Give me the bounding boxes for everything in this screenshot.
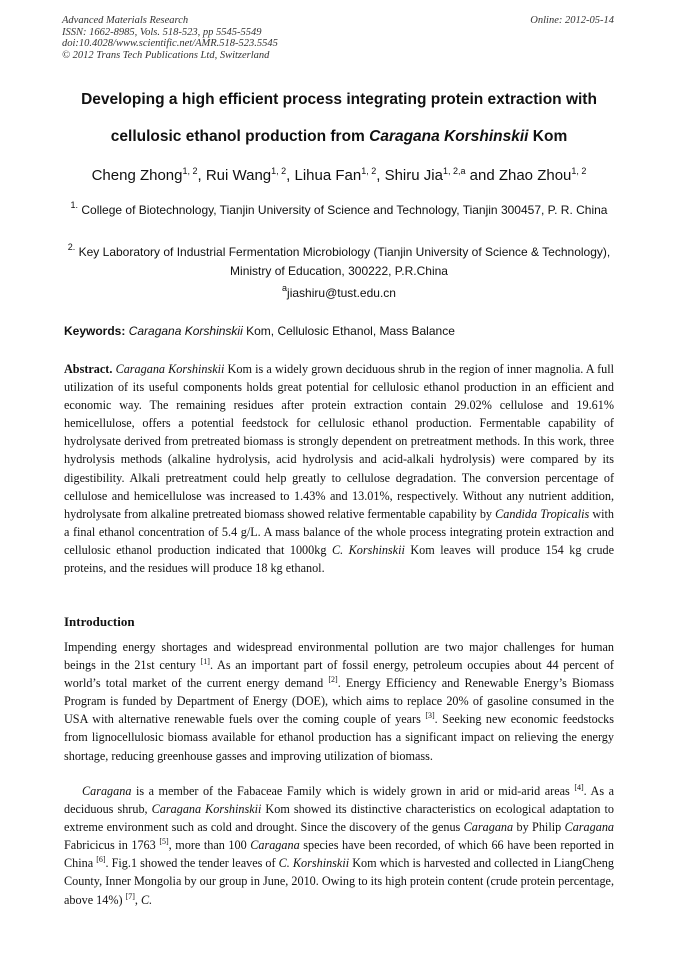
keywords-text: Kom, Cellulosic Ethanol, Mass Balance bbox=[242, 324, 455, 338]
species-name: Caragana bbox=[250, 838, 300, 853]
title-text: cellulosic ethanol production from bbox=[110, 128, 370, 145]
species-name: C. Korshinskii bbox=[331, 542, 405, 557]
intro-text: Kom which is harvested and collected in LiangCheng County, Inner Mongolia by our group in June, 2010. Owing to its high protein content (crude protein percentage, above 14%) bbox=[64, 856, 614, 907]
affiliation-2 bbox=[60, 243, 618, 281]
author-name: , Lihua Fan bbox=[286, 167, 362, 184]
abstract-paragraph bbox=[64, 360, 614, 577]
intro-paragraph-1 bbox=[64, 638, 614, 765]
email-address[interactable]: jiashiru@tust.edu.cn bbox=[287, 286, 396, 300]
species-name: Caragana bbox=[82, 784, 132, 798]
title-text-end: Kom bbox=[528, 128, 568, 145]
issn-line: ISSN: 1662-8985, Vols. 518-523, pp 5545-5549 bbox=[62, 26, 262, 38]
citation-ref[interactable]: [1] bbox=[200, 657, 210, 667]
author-affil-sup: 1, 2,a bbox=[442, 166, 466, 176]
citation-ref[interactable]: [5] bbox=[159, 837, 169, 847]
intro-text: , bbox=[134, 892, 142, 907]
intro-text: . As a deciduous shrub, bbox=[64, 784, 614, 817]
species-name: Candida Tropicalis bbox=[495, 506, 590, 521]
keywords-label: Keywords: bbox=[64, 324, 126, 338]
intro-text: is a member of the Fabaceae Family which is widely grown in arid or mid-arid areas bbox=[131, 784, 575, 798]
author-affil-sup: 1, 2 bbox=[361, 166, 377, 176]
citation-ref[interactable]: [7] bbox=[125, 891, 135, 901]
author-name: , Shiru Jia bbox=[376, 167, 443, 184]
doi-line[interactable]: doi:10.4028/www.scientific.net/AMR.518-523.5545 bbox=[62, 38, 278, 49]
author-name: , Rui Wang bbox=[197, 167, 272, 184]
intro-text: Kom showed its distinctive characteristics on ecological adaptation to extreme environment such as cold and drought. Since the discovery of the genus bbox=[64, 802, 614, 835]
keyword-species: Caragana Korshinskii bbox=[125, 324, 243, 338]
email-sup: a bbox=[282, 283, 288, 293]
intro-text: species have been recorded, of which 66 have been reported in China bbox=[64, 838, 614, 871]
author-list bbox=[30, 167, 648, 184]
affiliation-1 bbox=[60, 201, 618, 220]
abstract-text: Kom is a widely grown deciduous shrub in the region of inner magnolia. A full utilization of its useful components holds great potential for cellulosic ethanol production in an efficient and economic way. The remaining residues after protein extraction contain 29.02% cellulose and 19.61% hemicellulose, offers a potential feedstock for cellulosic ethanol production. Fermentable capability of hydrolysate derived from pretreated biomass is strongly dependent on pretreatment methods. In this work, three hydrolysis methods (alkaline hydrolysis, acid hydrolysis and acid-alkali hydrolysis) were compared by its digestibility. Alkali pretreatment could help greatly to cellulose degradation. The conversion percentage of cellulose and hemicellulose was increased to 1.43% and 13.01%, respectively. Without any nutrient addition, hydrolysate from alkaline pretreated biomass showed relative fermentable capability by bbox=[64, 362, 615, 521]
intro-text: . Fig.1 showed the tender leaves of bbox=[105, 856, 279, 871]
abstract-text: Kom leaves will produce 154 kg crude proteins, and the residues will produce 18 kg ethanol. bbox=[64, 542, 615, 576]
species-name: Caragana bbox=[463, 820, 514, 835]
intro-text: by Philip bbox=[513, 820, 565, 835]
affiliation-number: 2. bbox=[67, 242, 76, 252]
intro-text: . Energy Efficiency and Renewable Energy’s Biomass Program is funded by Department of Energy (DOE), which aims to replace 20% of gasoline consumed in the USA with alternative renewable fuels over the coming couple of years bbox=[64, 676, 615, 727]
journal-header bbox=[62, 15, 278, 61]
intro-text: , more than 100 bbox=[168, 838, 251, 853]
species-name: Caragana Korshinskii bbox=[115, 362, 225, 376]
citation-ref[interactable]: [2] bbox=[328, 675, 338, 685]
intro-text: . Seeking new economic feedstocks from lignocellulosic biomass available for ethanol production has a significant impact on relieving the energy shortage, reducing greenhouse gasses and improving utilization of biomass. bbox=[64, 712, 614, 763]
citation-ref[interactable]: [6] bbox=[96, 855, 106, 865]
species-name: C. Korshinskii bbox=[278, 856, 350, 871]
paper-title-line-2 bbox=[40, 128, 638, 146]
intro-paragraph-2 bbox=[64, 782, 614, 909]
online-date: Online: 2012-05-14 bbox=[530, 15, 614, 26]
affiliation-number: 1. bbox=[70, 200, 79, 210]
author-affil-sup: 1, 2 bbox=[571, 166, 587, 176]
author-affil-sup: 1, 2 bbox=[182, 166, 198, 176]
title-species: Caragana Korshinskii bbox=[369, 128, 529, 145]
intro-text: Impending energy shortages and widespread environmental pollution are two major challenges for human beings in the 21st century bbox=[64, 640, 614, 673]
species-name: Caragana bbox=[564, 820, 615, 835]
affiliation-text: Key Laboratory of Industrial Fermentation Microbiology (Tianjin University of Science & Technology), Ministry of Education, 300222, P.R.China bbox=[75, 245, 611, 278]
citation-ref[interactable]: [3] bbox=[425, 711, 435, 721]
corresponding-email bbox=[60, 283, 618, 300]
species-name: Caragana Korshinskii bbox=[151, 802, 262, 817]
journal-name: Advanced Materials Research bbox=[62, 15, 189, 26]
author-affil-sup: 1, 2 bbox=[271, 166, 287, 176]
abstract-text: with a final ethanol concentration of 5.4 g/L. A mass balance of the whole process integrating protein extraction and cellulosic ethanol production indicated that 1000kg bbox=[64, 506, 614, 557]
author-name: Cheng Zhong bbox=[91, 167, 183, 184]
author-name: and Zhao Zhou bbox=[465, 167, 572, 184]
section-heading-introduction: Introduction bbox=[64, 614, 135, 629]
citation-ref[interactable]: [4] bbox=[574, 783, 584, 792]
intro-text: Fabricicus in 1763 bbox=[64, 838, 160, 853]
abstract-label: Abstract. bbox=[64, 362, 113, 376]
intro-text: . As an important part of fossil energy, petroleum occupies about 44 percent of world’s total market of the current energy demand bbox=[64, 658, 614, 691]
keywords-line bbox=[64, 324, 614, 338]
affiliation-text: College of Biotechnology, Tianjin University of Science and Technology, Tianjin 300457, P. R. China bbox=[78, 203, 608, 217]
paper-title-line-1: Developing a high efficient process integrating protein extraction with bbox=[81, 91, 597, 108]
copyright-line: © 2012 Trans Tech Publications Ltd, Switzerland bbox=[62, 49, 270, 61]
species-name: C. bbox=[141, 892, 153, 907]
